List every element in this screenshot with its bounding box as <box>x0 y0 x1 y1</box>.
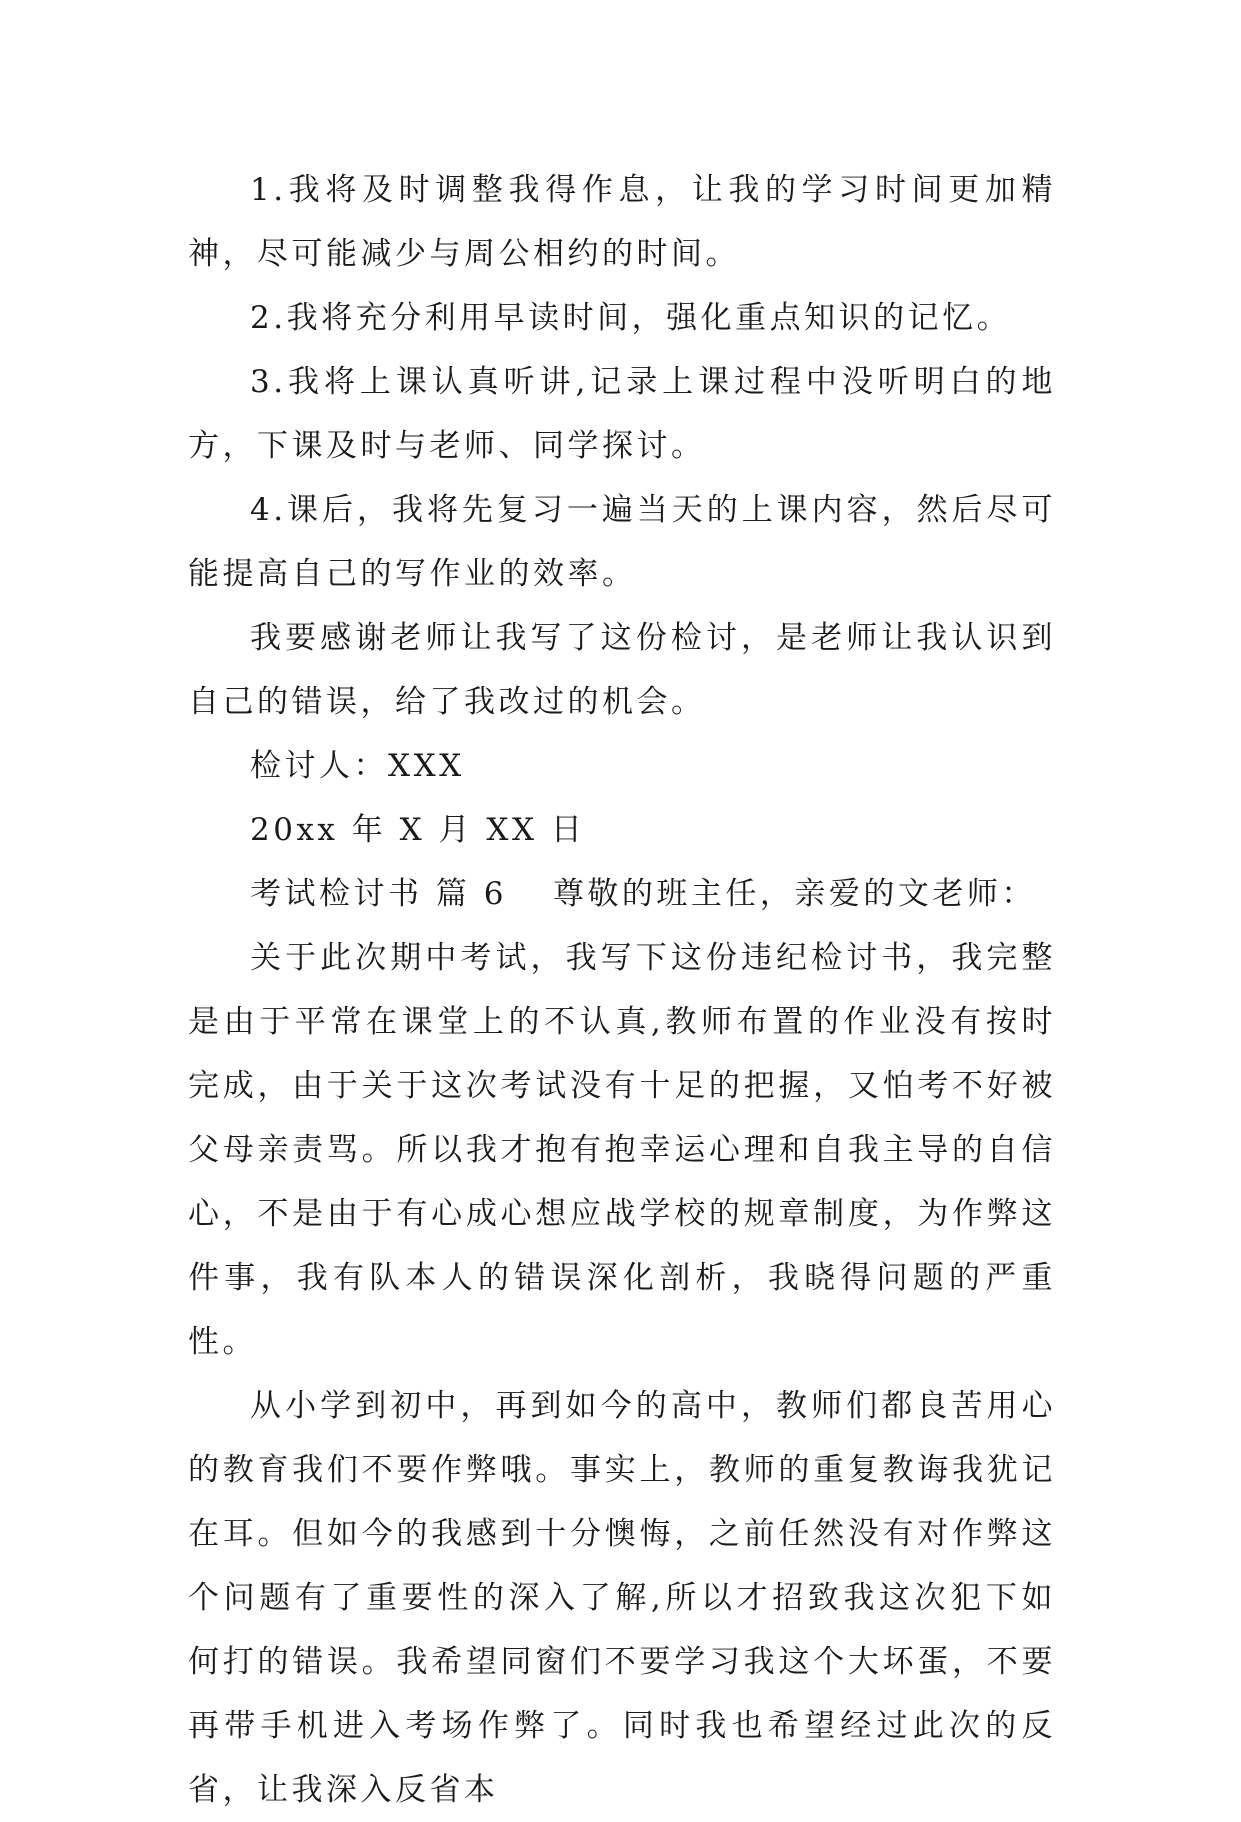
section-heading <box>188 862 1056 926</box>
salutation: 尊敬的班主任，亲爱的文老师： <box>552 876 1036 912</box>
body-paragraph-1: 关于此次期中考试，我写下这份违纪检讨书，我完整是由于平常在课堂上的不认真,教师布置的作业没有按时完成，由于关于这次考试没有十足的把握，又怕考不好被父母亲责骂。所以我才抱有抱幸运心理和自我主导的自信心，不是由于有心成心想应战学校的规章制度，为作弊这件事，我有队本人的错误深化剖析，我晓得问题的严重性。 <box>188 940 1056 1360</box>
list-item-3: 3.我将上课认真听讲,记录上课过程中没听明白的地方，下课及时与老师、同学探讨。 <box>188 364 1056 464</box>
thanks-paragraph: 我要感谢老师让我写了这份检讨，是老师让我认识到自己的错误，给了我改过的机会。 <box>188 620 1056 720</box>
body-paragraph-2: 从小学到初中，再到如今的高中，教师们都良苦用心的教育我们不要作弊哦。事实上，教师的重复教诲我犹记在耳。但如今的我感到十分懊悔，之前任然没有对作弊这个问题有了重要性的深入了解,所以才招致我这次犯下如何打的错误。我希望同窗们不要学习我这个大坏蛋，不要再带手机进入考场作弊了。同时我也希望经过此次的反省，让我深入反省本 <box>188 1388 1056 1808</box>
list-item-1: 1.我将及时调整我得作息，让我的学习时间更加精神，尽可能减少与周公相约的时间。 <box>188 172 1056 272</box>
section-title: 考试检讨书 篇 6 <box>250 876 507 912</box>
document-body <box>188 158 1056 1822</box>
date-line: 20xx 年 X 月 XX 日 <box>250 812 586 848</box>
list-item-2: 2.我将充分利用早读时间，强化重点知识的记忆。 <box>250 300 1012 336</box>
list-item-4: 4.课后，我将先复习一遍当天的上课内容，然后尽可能提高自己的写作业的效率。 <box>188 492 1056 592</box>
signature-line: 检讨人：XXX <box>250 748 465 784</box>
